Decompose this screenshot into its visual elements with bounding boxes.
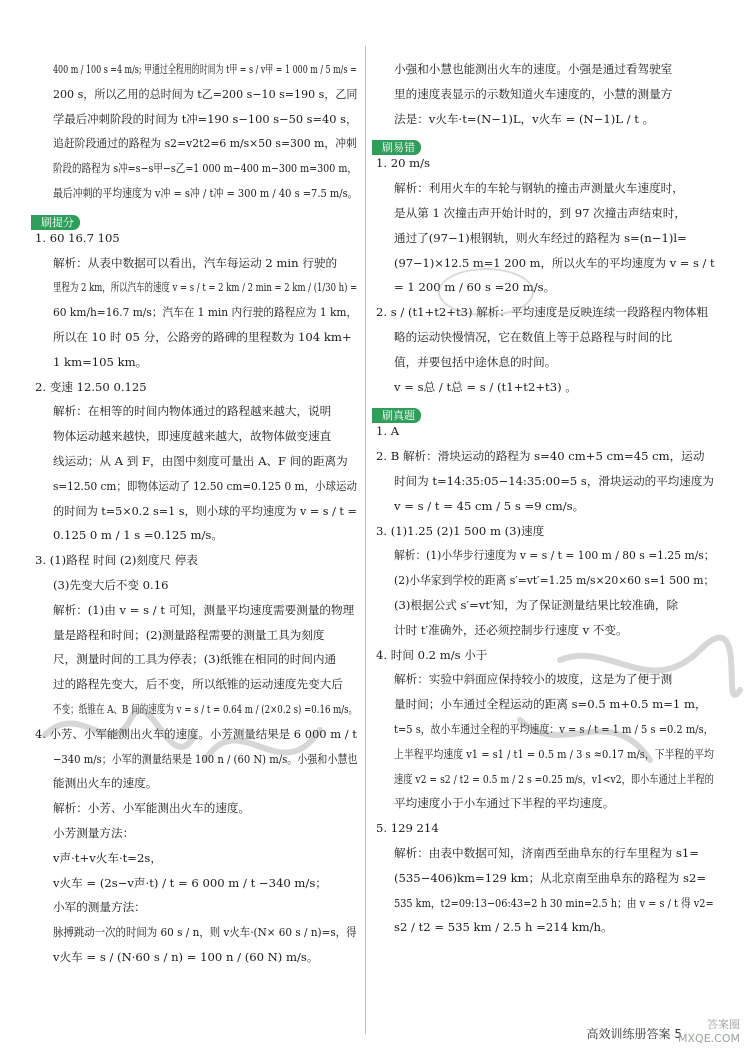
watermark-line-2: MXQE.COM (678, 1032, 740, 1045)
text-line: 1 km=105 km。 (53, 354, 148, 369)
text-line: s2 / t2 = 535 km / 2.5 h =214 km/h。 (394, 920, 613, 935)
text-line: 量时间；小车通过全程运动的距离 s=0.5 m+0.5 m=1 m， (394, 697, 707, 712)
text-line: 通过了(97−1)根钢轨，则火车经过的路程为 s=(n−1)l= (394, 230, 687, 245)
text-line: 线运动；从 A 到 F，由图中刻度可量出 A、F 间的距离为 (53, 454, 348, 468)
text-line: 解析：在相等的时间内物体通过的路程越来越大，说明 (53, 404, 332, 419)
text-line: 小强和小慧也能测出火车的速度。小强是通过看驾驶室 (394, 62, 673, 76)
answer-number-line: 2. B 解析：滑块运动的路程为 s=40 cm+5 cm=45 cm，运动 (376, 449, 705, 464)
text-line: 解析：(1)小华步行速度为 v = s / t = 100 m / 80 s =1.25 m/s； (394, 548, 715, 563)
text-line: 解析：由表中数据可知，济南西至曲阜东的行车里程为 s1= (394, 846, 699, 860)
text-line: 0.125 0 m / 1 s =0.125 m/s。 (53, 528, 223, 543)
text-line: (3)先变大后不变 0.16 (53, 578, 169, 592)
text-line: v火车 = s / (N·60 s / n) = 100 n / (60 N) m/s。 (53, 950, 319, 964)
text-line: 略的运动快慢情况，它在数值上等于总路程与时间的比 (394, 330, 673, 344)
answer-number-line: 2. 变速 12.50 0.125 (35, 379, 147, 394)
text-line: (2)小华家到学校的距离 s′=vt′=1.25 m/s×20×60 s=1 500 m； (394, 573, 715, 588)
text-line: s=12.50 cm；即物体运动了 12.50 cm=0.125 0 m，小球运动 (53, 478, 357, 493)
text-line: 解析：从表中数据可以看出，汽车每运动 2 min 行驶的 (53, 255, 338, 270)
section-tag: 刷真题 (376, 408, 421, 423)
text-line: 的时间为 t=5×0.2 s=1 s，则小球的平均速度为 v = s / t = (53, 503, 357, 518)
text-line: 不变；纸锥在 A、B 间的速度为 v = s / t = 0.64 m / (2×0.2 s) =0.16 m/s。 (53, 702, 358, 716)
text-line: v = s / t = 45 cm / 5 s =9 cm/s。 (394, 498, 585, 513)
text-line: 所以在 10 时 05 分，公路旁的路碑的里程数为 104 km+ (53, 330, 352, 344)
answer-number-line: 4. 小芳、小军能测出火车的速度。小芳测量结果是 6 000 m / t (35, 726, 357, 741)
watermark-line-1: 答案圈 (707, 1018, 740, 1031)
text-line: 小军的测量方法： (53, 900, 146, 915)
text-line: 里程为 2 km，所以汽车的速度 v = s / t = 2 km / 2 min = 2 km / (1/30 h) = (53, 280, 358, 295)
answer-number-line: 5. 129 214 (376, 821, 439, 836)
text-line: 平均速度小于小车通过下半程的平均速度。 (394, 796, 615, 811)
text-line: 法是：v火车·t=(N−1)L，v火车 = (N−1)L / t 。 (394, 111, 655, 126)
text-line: 60 km/h=16.7 m/s；汽车在 1 min 内行驶的路程应为 1 km， (53, 305, 358, 320)
text-line: 计时 t′准确外，还必须控制步行速度 v 不变。 (394, 622, 628, 637)
text-line: v火车 = (2s−v声·t) / t = 6 000 m / t −340 m/s； (53, 875, 327, 890)
text-line: −340 m/s；小军的测量结果是 100 n / (60 N) m/s。小强和小慧也 (53, 751, 358, 766)
text-line: = 1 200 m / 60 s =20 m/s。 (394, 280, 556, 295)
text-line: 阶段的路程为 s冲=s−s甲−s乙=1 000 m−400 m−300 m=300 m， (53, 161, 357, 176)
text-line: 能测出火车的速度。 (53, 776, 158, 791)
text-line: 追赶阶段通过的路程为 s2=v2t2=6 m/s×50 s=300 m，冲刺 (53, 136, 357, 151)
text-line: 上半程平均速度 v1 = s1 / t1 = 0.5 m / 3 s ≈0.17 m/s，下半程的平均 (394, 746, 714, 761)
text-line: 学最后冲刺阶段的时间为 t冲=190 s−100 s−50 s=40 s， (53, 111, 358, 126)
answer-number-line: 1. A (376, 424, 400, 439)
text-line: 解析：小芳、小军能测出火车的速度。 (53, 801, 251, 816)
text-line: 速度 v2 = s2 / t2 = 0.5 m / 2 s =0.25 m/s，v1<v2，即小车通过上半程的 (394, 771, 714, 786)
page-footer: 高效训练册答案 5 (586, 1027, 682, 1041)
answer-number-line: 3. (1)路程 时间 (2)刻度尺 停表 (35, 553, 198, 568)
answer-number-line: 3. (1)1.25 (2)1 500 m (3)速度 (376, 523, 545, 538)
text-line: t=5 s，故小车通过全程的平均速度：v = s / t = 1 m / 5 s =0.2 m/s， (394, 722, 714, 736)
site-watermark (678, 1018, 740, 1046)
answer-number-line: 1. 20 m/s (376, 156, 431, 171)
text-line: (535−406)km=129 km；从北京南至曲阜东的路程为 s2= (394, 870, 707, 885)
column-divider (365, 46, 366, 1034)
watermark-stamp (438, 268, 534, 316)
text-line: 是从第 1 次撞击声开始计时的，到 97 次撞击声结束时， (394, 206, 686, 220)
text-line: 最后冲刺的平均速度为 v冲 = s冲 / t冲 = 300 m / 40 s =7.5 m/s。 (53, 186, 358, 200)
answer-number-line: 2. s / (t1+t2+t3) 解析：平均速度是反映连续一段路程内物体粗 (376, 305, 709, 320)
text-line: 量是路程和时间；(2)测量路程需要的测量工具为刻度 (53, 627, 325, 642)
text-line: 解析：利用火车的车轮与钢轨的撞击声测量火车速度时， (394, 181, 684, 196)
text-line: 解析：实验中斜面应保持较小的坡度，这是为了便于测 (394, 672, 673, 687)
answer-number-line: 4. 时间 0.2 m/s 小于 (376, 647, 488, 662)
text-line: v = s总 / t总 = s / (t1+t2+t3) 。 (394, 379, 577, 394)
text-line: 里的速度表显示的示数知道火车速度的，小慧的测量方 (394, 86, 673, 101)
section-tag: 刷易错 (376, 140, 421, 155)
text-line: v声·t+v火车·t=2s， (53, 850, 162, 865)
text-line: 400 m / 100 s =4 m/s; 甲通过全程用的时间为 t甲 = s / v甲 = 1 000 m / 5 m/s = (53, 62, 357, 76)
text-line: 时间为 t=14:35:05−14:35:00=5 s，滑块运动的平均速度为 (394, 474, 714, 488)
text-line: 小芳测量方法： (53, 826, 135, 840)
text-line: 535 km，t2=09:13−06:43=2 h 30 min=2.5 h；由 v = s / t 得 v2= (394, 895, 714, 910)
text-line: 解析：(1)由 v = s / t 可知，测量平均速度需要测量的物理 (53, 602, 355, 617)
text-line: (97−1)×12.5 m=1 200 m，所以火车的平均速度为 v = s / t (394, 255, 715, 270)
text-line: 物体运动越来越快，即速度越来越大，故物体做变速直 (53, 429, 332, 444)
text-line: 脉搏跳动一次的时间为 60 s / n，则 v火车·(N× 60 s / n)=s，得 (53, 925, 357, 940)
section-tag: 刷提分 (35, 215, 80, 230)
text-line: 尺，测量时间的工具为停表；(3)纸锥在相同的时间内通 (53, 652, 337, 667)
answer-number-line: 1. 60 16.7 105 (35, 230, 120, 245)
text-line: 值，并要包括中途休息的时间。 (394, 354, 557, 369)
text-line: (3)根据公式 s′=vt′知，为了保证测量结果比较准确，除 (394, 598, 679, 612)
text-line: 200 s，所以乙用的总时间为 t乙=200 s−10 s=190 s，乙同 (53, 86, 358, 101)
text-line: 过的路程先变大，后不变，所以纸锥的运动速度先变大后 (53, 677, 343, 692)
